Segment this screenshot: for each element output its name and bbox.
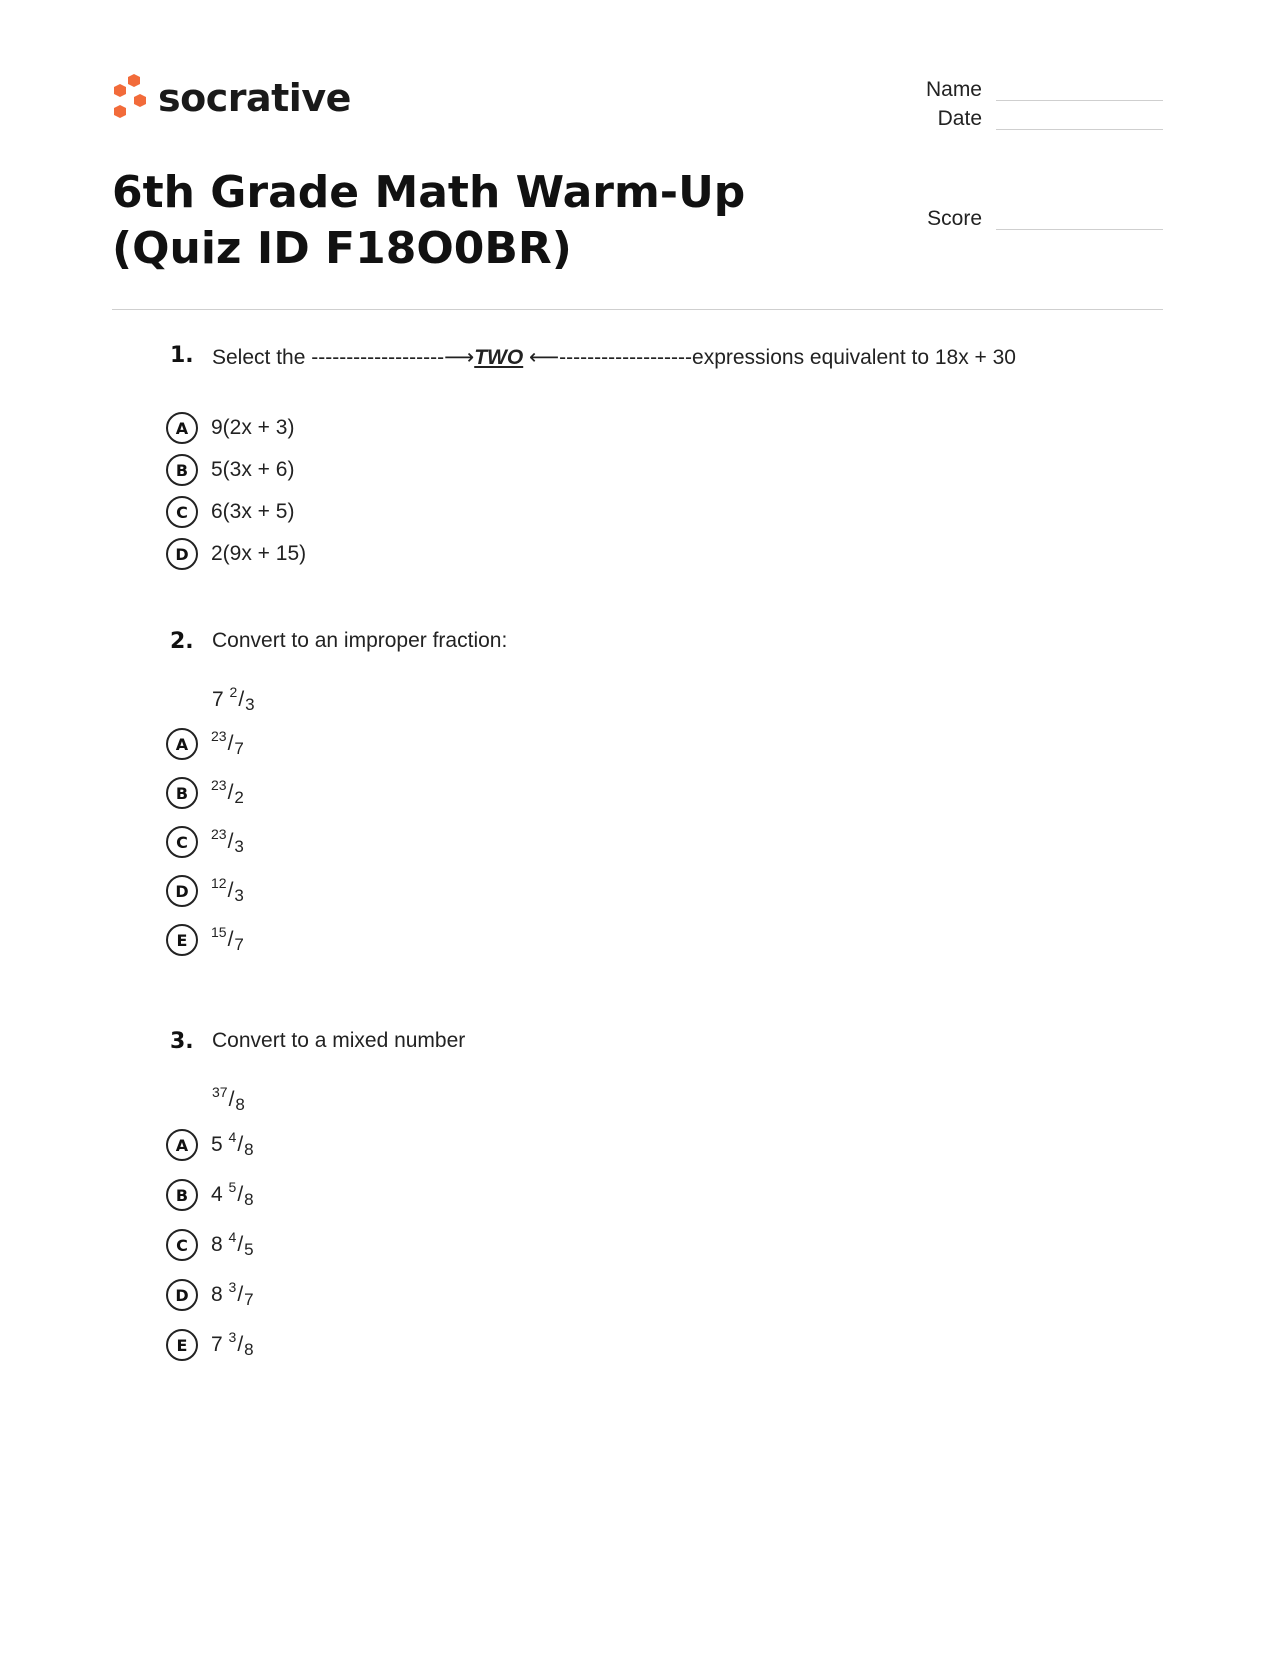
option-d[interactable] (166, 874, 244, 908)
option-fraction: 8 $^3$/7 (211, 1279, 254, 1309)
answer-bubble[interactable]: B (166, 454, 198, 486)
answer-bubble[interactable]: D (166, 1279, 198, 1311)
hexagon-cluster-logo-icon (110, 72, 150, 124)
option-a[interactable] (166, 1128, 254, 1162)
answer-bubble[interactable]: B (166, 777, 198, 809)
name-line[interactable] (996, 100, 1163, 101)
option-e[interactable] (166, 1328, 254, 1362)
option-fraction: $^{12}$/3 (211, 875, 244, 905)
answer-bubble[interactable]: A (166, 412, 198, 444)
answer-bubble[interactable]: C (166, 496, 198, 528)
option-c[interactable] (166, 1228, 254, 1262)
answer-bubble[interactable]: C (166, 826, 198, 858)
name-label: Name (925, 78, 982, 101)
option-text: 6(3x + 5) (211, 500, 295, 523)
score-field[interactable] (880, 207, 1165, 231)
question-text-pre: Select the ------------------- (212, 346, 445, 369)
option-fraction: 5 $^4$/8 (211, 1129, 254, 1159)
socrative-logo (110, 72, 351, 124)
stem-numerator: 2 (229, 684, 238, 700)
question-number: 3. (170, 1029, 194, 1054)
option-fraction: $^{23}$/3 (211, 826, 244, 856)
question-stem: 7 $^2$/3 (212, 684, 255, 714)
option-a[interactable] (166, 727, 244, 761)
option-d[interactable] (166, 1278, 254, 1312)
option-c[interactable] (166, 825, 244, 859)
left-arrow-icon: ⟵ (529, 346, 560, 369)
option-fraction: $^{23}$/7 (211, 728, 244, 758)
question-stem: $^{37}$/8 (212, 1084, 245, 1114)
option-e[interactable] (166, 923, 244, 957)
answer-bubble[interactable]: C (166, 1229, 198, 1261)
stem-whole: 7 (212, 688, 224, 711)
answer-bubble[interactable]: D (166, 538, 198, 570)
question-text-emphasis: TWO (474, 346, 524, 369)
score-line[interactable] (996, 229, 1163, 230)
option-c[interactable] (166, 495, 294, 529)
question-text: Convert to a mixed number (212, 1029, 466, 1052)
answer-bubble[interactable]: E (166, 924, 198, 956)
score-label: Score (927, 207, 982, 230)
answer-bubble[interactable]: B (166, 1179, 198, 1211)
date-label: Date (937, 107, 982, 130)
question-number: 2. (170, 629, 194, 654)
question-text (212, 343, 1162, 373)
stem-denominator: 3 (245, 695, 255, 714)
option-fraction: $^{23}$/2 (211, 777, 244, 807)
stem-denominator: 8 (235, 1095, 245, 1114)
question-text: Convert to an improper fraction: (212, 629, 508, 652)
answer-bubble[interactable]: E (166, 1329, 198, 1361)
option-b[interactable] (166, 1178, 254, 1212)
answer-bubble[interactable]: A (166, 1129, 198, 1161)
answer-bubble[interactable]: A (166, 728, 198, 760)
option-b[interactable] (166, 776, 244, 810)
question-number: 1. (170, 343, 194, 368)
option-d[interactable] (166, 537, 306, 571)
option-text: 2(9x + 15) (211, 542, 307, 565)
header-divider (112, 309, 1163, 310)
right-arrow-icon: ⟶ (444, 346, 475, 369)
brand-name: socrative (158, 76, 351, 120)
option-text: 9(2x + 3) (211, 416, 295, 439)
answer-bubble[interactable]: D (166, 875, 198, 907)
question-text-post: -------------------expressions equivalent to 18x + 30 (559, 346, 1016, 369)
option-fraction: 8 $^4$/5 (211, 1229, 254, 1259)
date-field[interactable] (880, 107, 1165, 131)
option-text: 5(3x + 6) (211, 458, 295, 481)
name-field[interactable] (880, 78, 1165, 102)
option-fraction: 4 $^5$/8 (211, 1179, 254, 1209)
stem-numerator: 37 (212, 1084, 228, 1100)
option-a[interactable] (166, 411, 294, 445)
option-b[interactable] (166, 453, 294, 487)
option-fraction: 7 $^3$/8 (211, 1329, 254, 1359)
option-fraction: $^{15}$/7 (211, 924, 244, 954)
quiz-title: 6th Grade Math Warm-Up (Quiz ID F18O0BR) (112, 167, 746, 274)
date-line[interactable] (996, 129, 1163, 130)
